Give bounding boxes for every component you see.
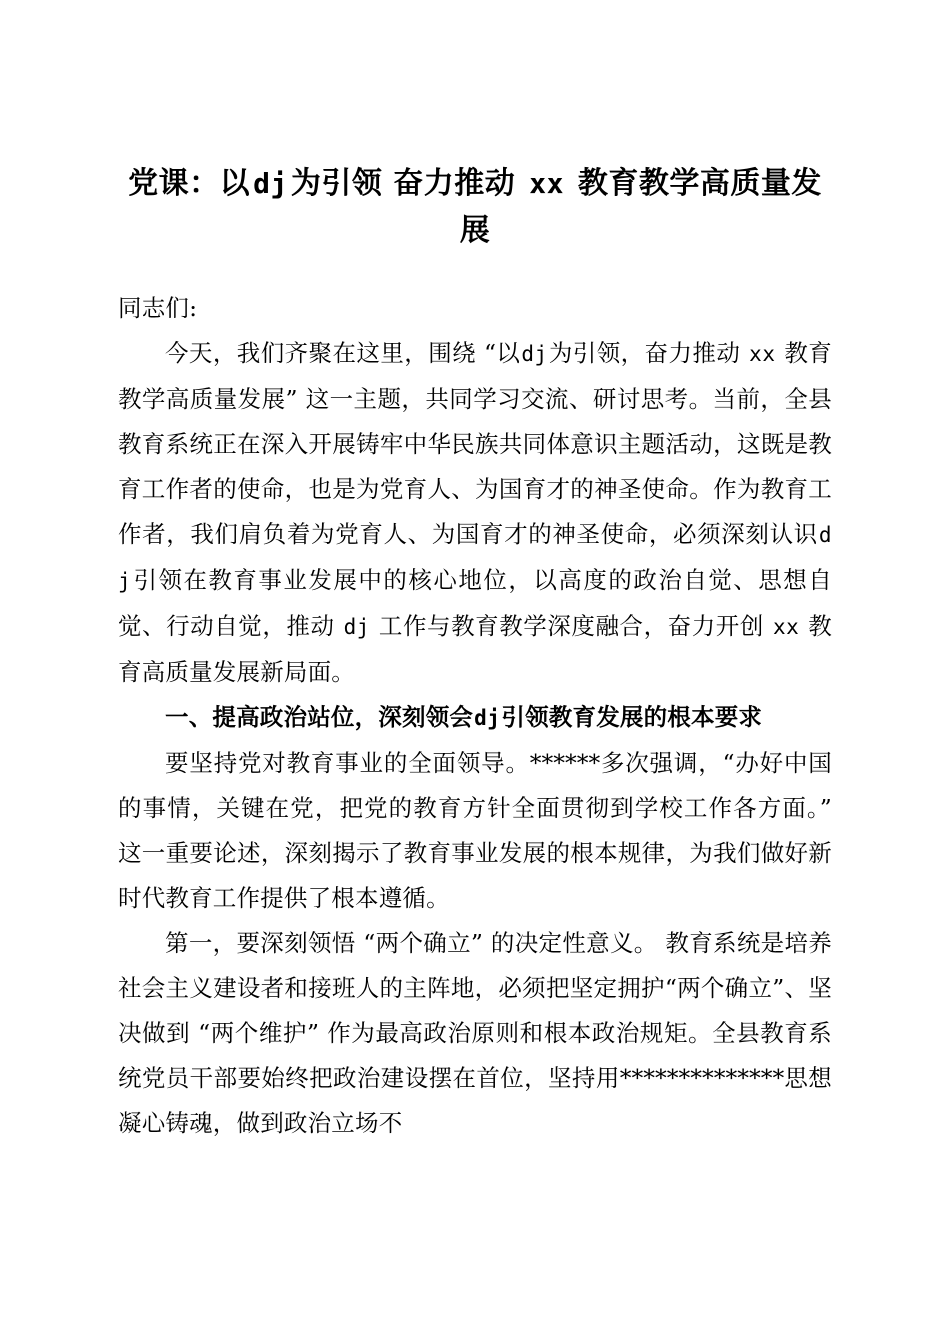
latin-run: dj — [253, 167, 288, 200]
latin-run: xx — [749, 342, 776, 366]
section-heading-1: 一、提高政治站位，深刻领会dj引领教育发展的根本要求 — [165, 703, 763, 731]
page-title: 党课：以 dj 为引领 奋力推动 xx 教育教学高质量发展 — [128, 166, 822, 248]
salutation: 同志们: — [118, 294, 198, 322]
latin-run: dj — [118, 523, 832, 593]
paragraph-first-point: 第一，要深刻领悟 “两个确立” 的决定性意义。 教育系统是培养社会主义建设者和接班人的主阵地，必须把坚定拥护“两个确立”、坚决做到 “两个维护” 作为最高政治原则和根本政治规矩。全县教育系统党员干部要始终把政治建设摆在首位，坚持用**************思想凝心铸魂，做到政治立场不 — [118, 929, 833, 1137]
redacted-asterisks: ****** — [529, 749, 601, 777]
latin-run: xx — [772, 615, 800, 639]
latin-run: dj — [343, 615, 370, 639]
opening-paragraph: 今天，我们齐聚在这里，围绕 “以dj为引领，奋力推动 xx 教育教学高质量发展” 这一主题，共同学习交流、研讨思考。当前，全县教育系统正在深入开展铸牢中华民族共同体意识主题活动，这既是教育工作者的使命，也是为党育人、为国育才的神圣使命。作为教育工作者，我们肩负着为党育人、为国育才的神圣使命，必须深刻认识dj引领在教育事业发展中的核心地位，以高度的政治自觉、思想自觉、行动自觉，推动 dj 工作与教育教学深度融合，奋力开创 xx 教育高质量发展新局面。 — [118, 339, 832, 686]
latin-run: xx — [529, 167, 564, 200]
redacted-asterisks: ************** — [619, 1064, 785, 1092]
text-column — [118, 0, 832, 1146]
document-body — [118, 331, 832, 1146]
latin-run: dj — [521, 342, 548, 366]
latin-run: dj — [474, 706, 501, 730]
paragraph-overall-leadership: 要坚持党对教育事业的全面领导。******多次强调，“办好中国的事情，关键在党，把党的教育方针全面贯彻到学校工作各方面。” 这一重要论述，深刻揭示了教育事业发展的根本规律，为我们做好新时代教育工作提供了根本遵循。 — [118, 749, 833, 912]
